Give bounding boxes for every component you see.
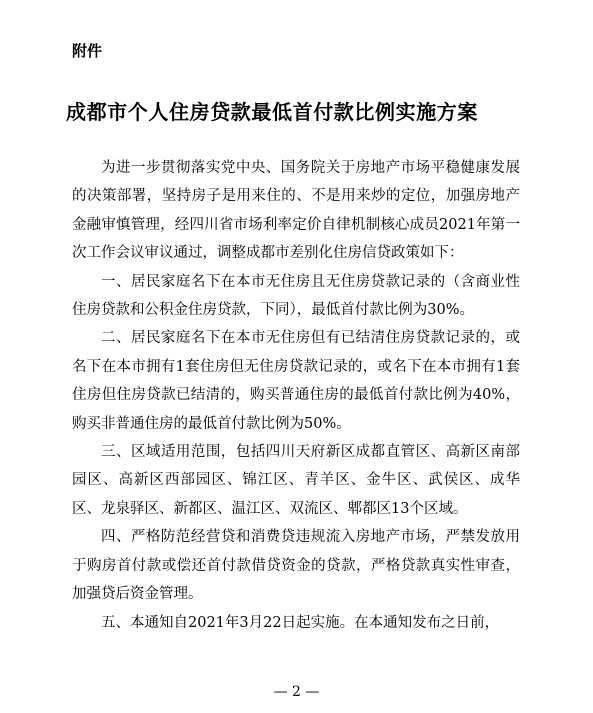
document-body (72, 154, 520, 637)
clause-paragraph-3: 三、区域适用范围，包括四川天府新区成都直管区、高新区南部园区、高新区西部园区、锦江区、青羊区、金牛区、武侯区、成华区、龙泉驿区、新都区、温江区、双流区、郫都区13个区域。 (72, 444, 520, 517)
intro-paragraph: 为进一步贯彻落实党中央、国务院关于房地产市场平稳健康发展的决策部署，坚持房子是用来住的、不是用来炒的定位，加强房地产金融审慎管理，经四川省市场利率定价自律机制核心成员2021年第一次工作会议审议通过，调整成都市差别化住房信贷政策如下： (72, 160, 520, 262)
clause-paragraph-5: 五、本通知自2021年3月22日起实施。在本通知发布之日前， (101, 614, 500, 631)
clause-paragraph-1: 一、居民家庭名下在本市无住房且无住房贷款记录的（含商业性住房贷款和公积金住房贷款，下同），最低首付款比例为30%。 (72, 273, 520, 319)
attachment-label: 附件 (72, 42, 103, 60)
page-number: — 2 — (273, 684, 320, 700)
document-title: 成都市个人住房贷款最低首付款比例实施方案 (66, 100, 478, 124)
clause-paragraph-4: 四、严格防范经营贷和消费贷违规流入房地产市场，严禁发放用于购房首付款或偿还首付款借贷资金的贷款，严格贷款真实性审查，加强贷后资金管理。 (72, 529, 520, 603)
clause-paragraph-2: 二、居民家庭名下在本市无住房但有已结清住房贷款记录的，或名下在本市拥有1套住房但无住房贷款记录的，或名下在本市拥有1套住房但住房贷款已结清的，购买普通住房的最低首付款比例为40%，购买非普通住房的最低首付款比例为50%。 (72, 330, 520, 432)
